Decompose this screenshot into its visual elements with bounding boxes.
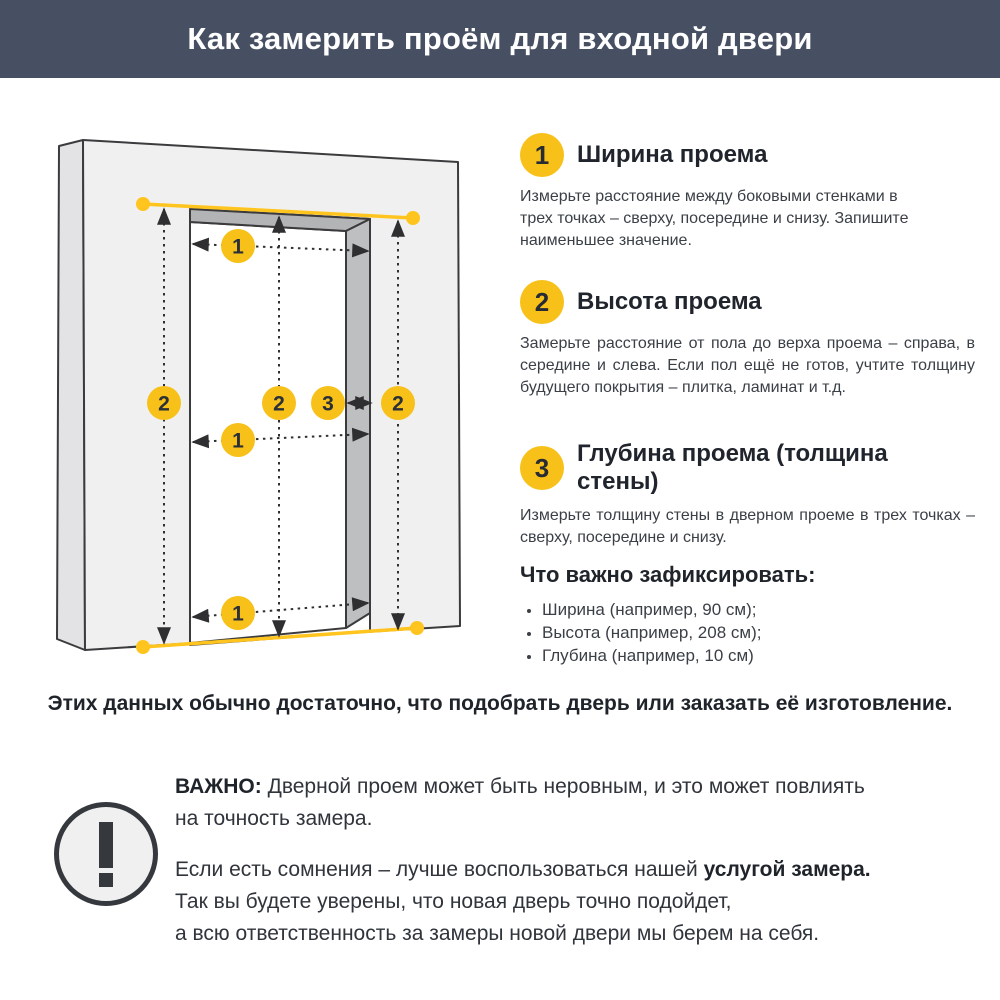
checklist-item: • Ширина (например, 90 см); <box>542 598 975 621</box>
width-marker-badge <box>221 229 255 263</box>
badge-label: 1 <box>232 235 244 259</box>
checklist <box>520 562 975 667</box>
opening-back <box>190 222 346 643</box>
page-title: Как замерить проём для входной двери <box>187 21 813 56</box>
notice-text: Если есть сомнения – лучше воспользоваться нашей <box>175 858 704 881</box>
step-title: Глубина проема (толщина стены) <box>577 440 888 495</box>
step-number-badge: 3 <box>520 446 564 490</box>
step-height <box>520 280 975 399</box>
checklist-item: • Высота (например, 208 см); <box>542 621 975 644</box>
checklist-item: • Глубина (например, 10 см) <box>542 644 975 667</box>
checklist-title: Что важно зафиксировать: <box>520 562 816 587</box>
notice-text: а всю ответственность за замеры новой двери мы берем на себя. <box>175 922 820 945</box>
measure-service-label: услугой замера. <box>703 858 871 881</box>
laser-dot <box>136 197 150 211</box>
step-number-badge: 2 <box>520 280 564 324</box>
exclamation-dot <box>99 873 113 887</box>
opening-right-face <box>346 219 370 628</box>
laser-dot <box>406 211 420 225</box>
important-notice <box>175 771 965 950</box>
important-paragraph-1 <box>175 771 965 835</box>
badge-label: 2 <box>273 392 285 416</box>
laser-dot <box>410 621 424 635</box>
notice-text: Дверной проем может быть неровным, и это может повлиять <box>267 775 865 798</box>
badge-label: 2 <box>158 392 170 416</box>
doorway-diagram <box>0 0 510 700</box>
step-depth-header <box>520 440 975 496</box>
step-width <box>520 133 975 252</box>
depth-marker-badge <box>311 386 345 420</box>
badge-label: 1 <box>232 602 244 626</box>
step-description: Измерьте расстояние между боковыми стенками в трех точках – сверху, посередине и снизу. Запишите наименьшее значение. <box>520 188 909 249</box>
wall-side-face <box>57 140 85 650</box>
step-description: Измерьте толщину стены в дверном проеме в трех точках – сверху, посередине и снизу. <box>520 507 975 546</box>
summary-statement: Этих данных обычно достаточно, что подобрать дверь или заказать её изготовление. <box>47 692 953 715</box>
exclamation-bar <box>99 822 113 868</box>
step-title: Ширина проема <box>577 141 768 168</box>
step-depth <box>520 440 975 549</box>
step-height-header <box>520 280 975 324</box>
notice-text: на точность замера. <box>175 807 373 830</box>
important-label: ВАЖНО: <box>175 775 262 798</box>
badge-label: 3 <box>322 392 334 416</box>
height-marker-badge <box>381 386 415 420</box>
important-paragraph-2 <box>175 854 965 950</box>
badge-label: 2 <box>392 392 404 416</box>
laser-dot <box>136 640 150 654</box>
height-marker-badge <box>147 386 181 420</box>
width-marker-badge <box>221 596 255 630</box>
step-description: Замерьте расстояние от пола до верха проема – справа, в середине и слева. Если пол ещё не готов, учтите толщину будущего покрытия – плитка, ламинат и т.д. <box>520 335 975 396</box>
height-marker-badge <box>262 386 296 420</box>
width-marker-badge <box>221 423 255 457</box>
exclamation-icon <box>54 802 158 906</box>
step-width-header <box>520 133 975 177</box>
notice-text: Так вы будете уверены, что новая дверь точно подойдет, <box>175 890 732 913</box>
checklist-items <box>520 598 975 667</box>
badge-label: 1 <box>232 429 244 453</box>
step-title: Высота проема <box>577 288 762 315</box>
step-number-badge: 1 <box>520 133 564 177</box>
